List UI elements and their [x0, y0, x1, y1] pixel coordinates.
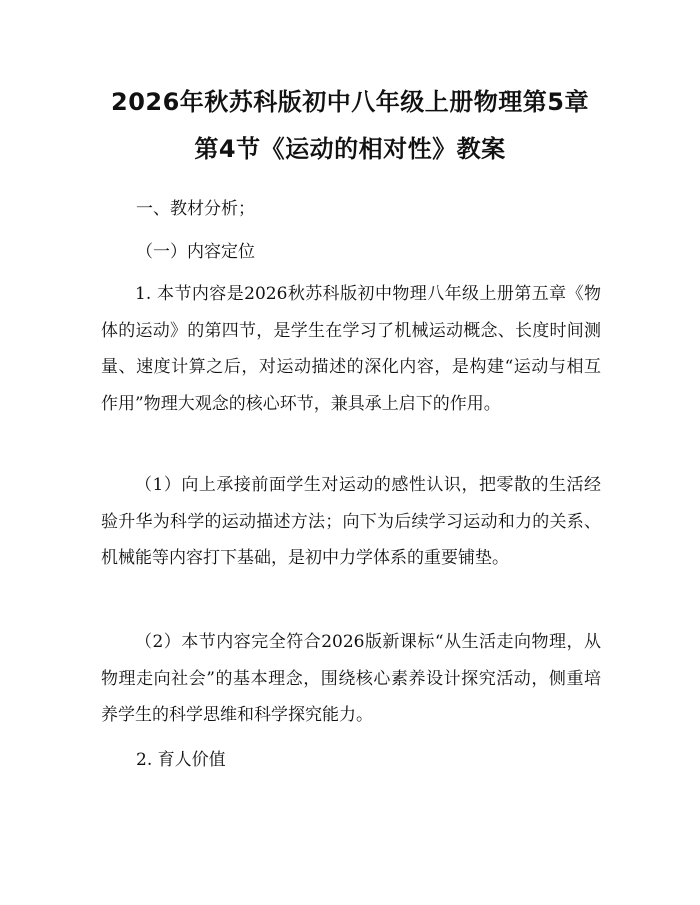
paragraph-connection: （1）向上承接前面学生对运动的感性认识，把零散的生活经验升华为科学的运动描述方法；向下为后续学习运动和力的关系、机械能等内容打下基础，是初中力学体系的重要铺垫。 — [101, 475, 601, 568]
item-heading-educational-value: 2. 育人价值 — [136, 750, 226, 770]
document-title-line-2: 第4节《运动的相对性》教案 — [194, 135, 506, 163]
subsection-heading-content-positioning: （一）内容定位 — [136, 242, 255, 262]
section-heading-textbook-analysis: 一、教材分析； — [136, 199, 255, 219]
document-title-line-1: 2026年秋苏科版初中八年级上册物理第5章 — [111, 88, 589, 116]
paragraph-curriculum-standard: （2）本节内容完全符合2026版新课标“从生活走向物理，从物理走向社会”的基本理念，围绕核心素养设计探究活动，侧重培养学生的科学思维和科学探究能力。 — [101, 632, 601, 725]
paragraph-content-positioning: 1. 本节内容是2026秋苏科版初中物理八年级上册第五章《物体的运动》的第四节，是学生在学习了机械运动概念、长度时间测量、速度计算之后，对运动描述的深化内容，是构建“运动与相互作用”物理大观念的核心环节，兼具承上启下的作用。 — [101, 284, 601, 414]
